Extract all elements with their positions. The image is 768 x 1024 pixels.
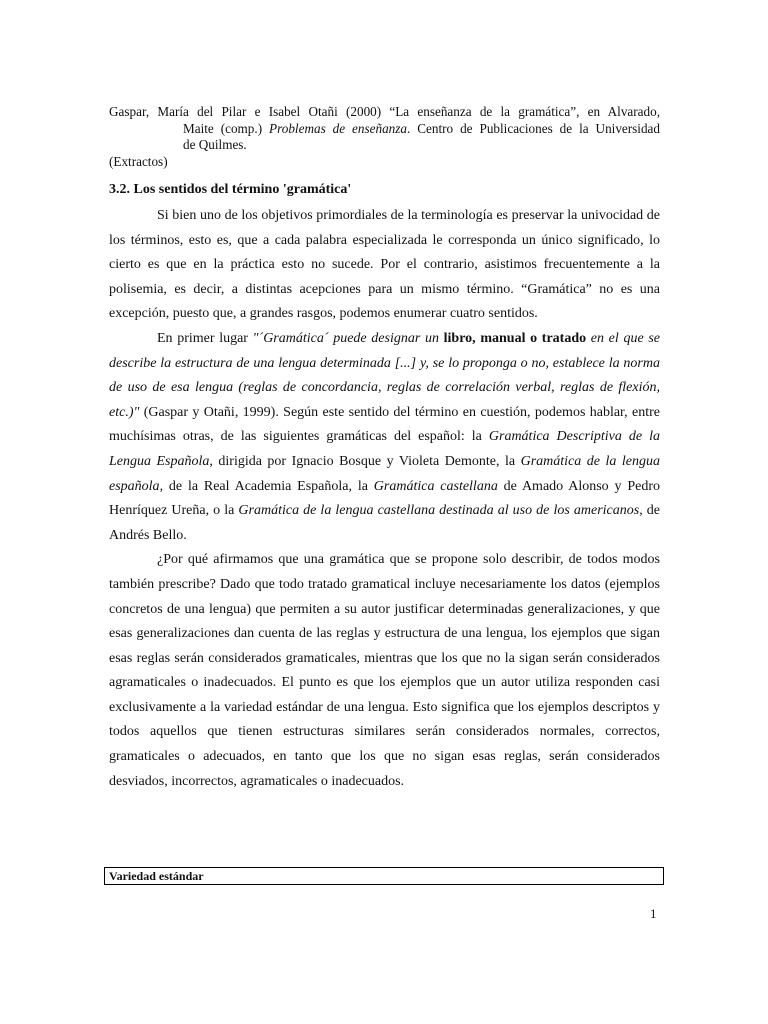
paragraph-1: Si bien uno de los objetivos primordiales de la terminología es preservar la univocidad de los términos, esto es, que a cada palabra especializada le corresponda un único significado, lo cierto es que en la práctica esto no sucede. Por el contrario, asistimos frecuentemente a la polisemia, es decir, a distintas acepciones para un mismo término. “Gramática” no es una excepción, puesto que, a grandes rasgos, podemos enumerar cuatro sentidos. bbox=[109, 208, 660, 322]
p2-intro: En primer lugar bbox=[157, 330, 253, 346]
book-title-bello: Gramática de la lengua castellana destinada al uso de los americanos bbox=[238, 503, 640, 519]
p2-quote-start: "´Gramática´ puede designar un bbox=[252, 330, 444, 346]
p2-citation: (Gaspar y Otañi, 1999). Según este sentido del término en cuestión, podemos hablar, entre muchísimas otras, de las siguientes gramáticas del español: la bbox=[109, 404, 660, 445]
book-title-bosque: Gramática Descriptiva de la Lengua Española bbox=[109, 429, 660, 469]
page-number: 1 bbox=[650, 906, 657, 921]
reference-editor: Maite (comp.) bbox=[183, 120, 270, 136]
paragraph-3: ¿Por qué afirmamos que una gramática que se propone solo describir, de todos modos también prescribe? Dado que todo tratado gramatical incluye necesariamente los datos (ejemplos concretos de una lengua) que permiten a su autor justificar determinadas generalizaciones, y que esas generalizaciones dan cuenta de las reglas y estructura de una lengua, los ejemplos que sigan esas reglas serán considerados gramaticales, mientras que los que no la sigan serán considerados agramaticales o inadecuados. El punto es que los ejemplos que un autor utiliza responden casi exclusivamente a la variedad estándar de una lengua. Esto significa que los ejemplos descriptos y todos aquellos que tienen estructuras similares serán considerados normales, correctos, gramaticales o adecuados, en tanto que los que no sigan esas reglas, serán considerados desviados, incorrectos, agramaticales o inadecuados. bbox=[109, 552, 660, 789]
p2-text-d: , de Andrés Bello. bbox=[109, 503, 661, 543]
p2-text-c: de Amado Alonso y Pedro Henríquez Ureña, o la bbox=[109, 478, 660, 519]
reference-line-1: Gaspar, María del Pilar e Isabel Otañi (2000) “La enseñanza de la gramática”, en Alvarado, bbox=[109, 104, 660, 119]
book-title-alonso: Gramática castellana bbox=[373, 478, 498, 494]
reference-publisher: . Centro de Publicaciones de la Universidad bbox=[407, 120, 661, 136]
book-title-rae: Gramática de la lengua española bbox=[109, 453, 660, 494]
reference-line-3: de Quilmes. bbox=[183, 137, 247, 152]
section-heading: 3.2. Los sentidos del término 'gramática' bbox=[109, 182, 352, 197]
body-text bbox=[109, 204, 660, 794]
paragraph-2 bbox=[109, 327, 660, 548]
reference-line-2 bbox=[109, 121, 660, 138]
p2-text-b: , de la Real Academia Española, la bbox=[159, 478, 374, 494]
p2-text-a: , dirigida por Ignacio Bosque y Violeta Demonte, la bbox=[209, 453, 521, 469]
boxed-section-heading: Variedad estándar bbox=[104, 867, 664, 885]
p2-quote-end: en el que se describe la estructura de una lengua determinada [...] y, se lo proponga o no, establece la norma de uso de esa lengua (reglas de concordancia, reglas de correlación verbal, reglas de flexión, etc.)" bbox=[109, 330, 660, 420]
p2-quote-bold: libro, manual o tratado bbox=[443, 330, 587, 346]
reference-book-title: Problemas de enseñanza bbox=[269, 120, 407, 136]
bibliographic-reference bbox=[109, 104, 660, 170]
extracts-note: (Extractos) bbox=[109, 153, 168, 169]
